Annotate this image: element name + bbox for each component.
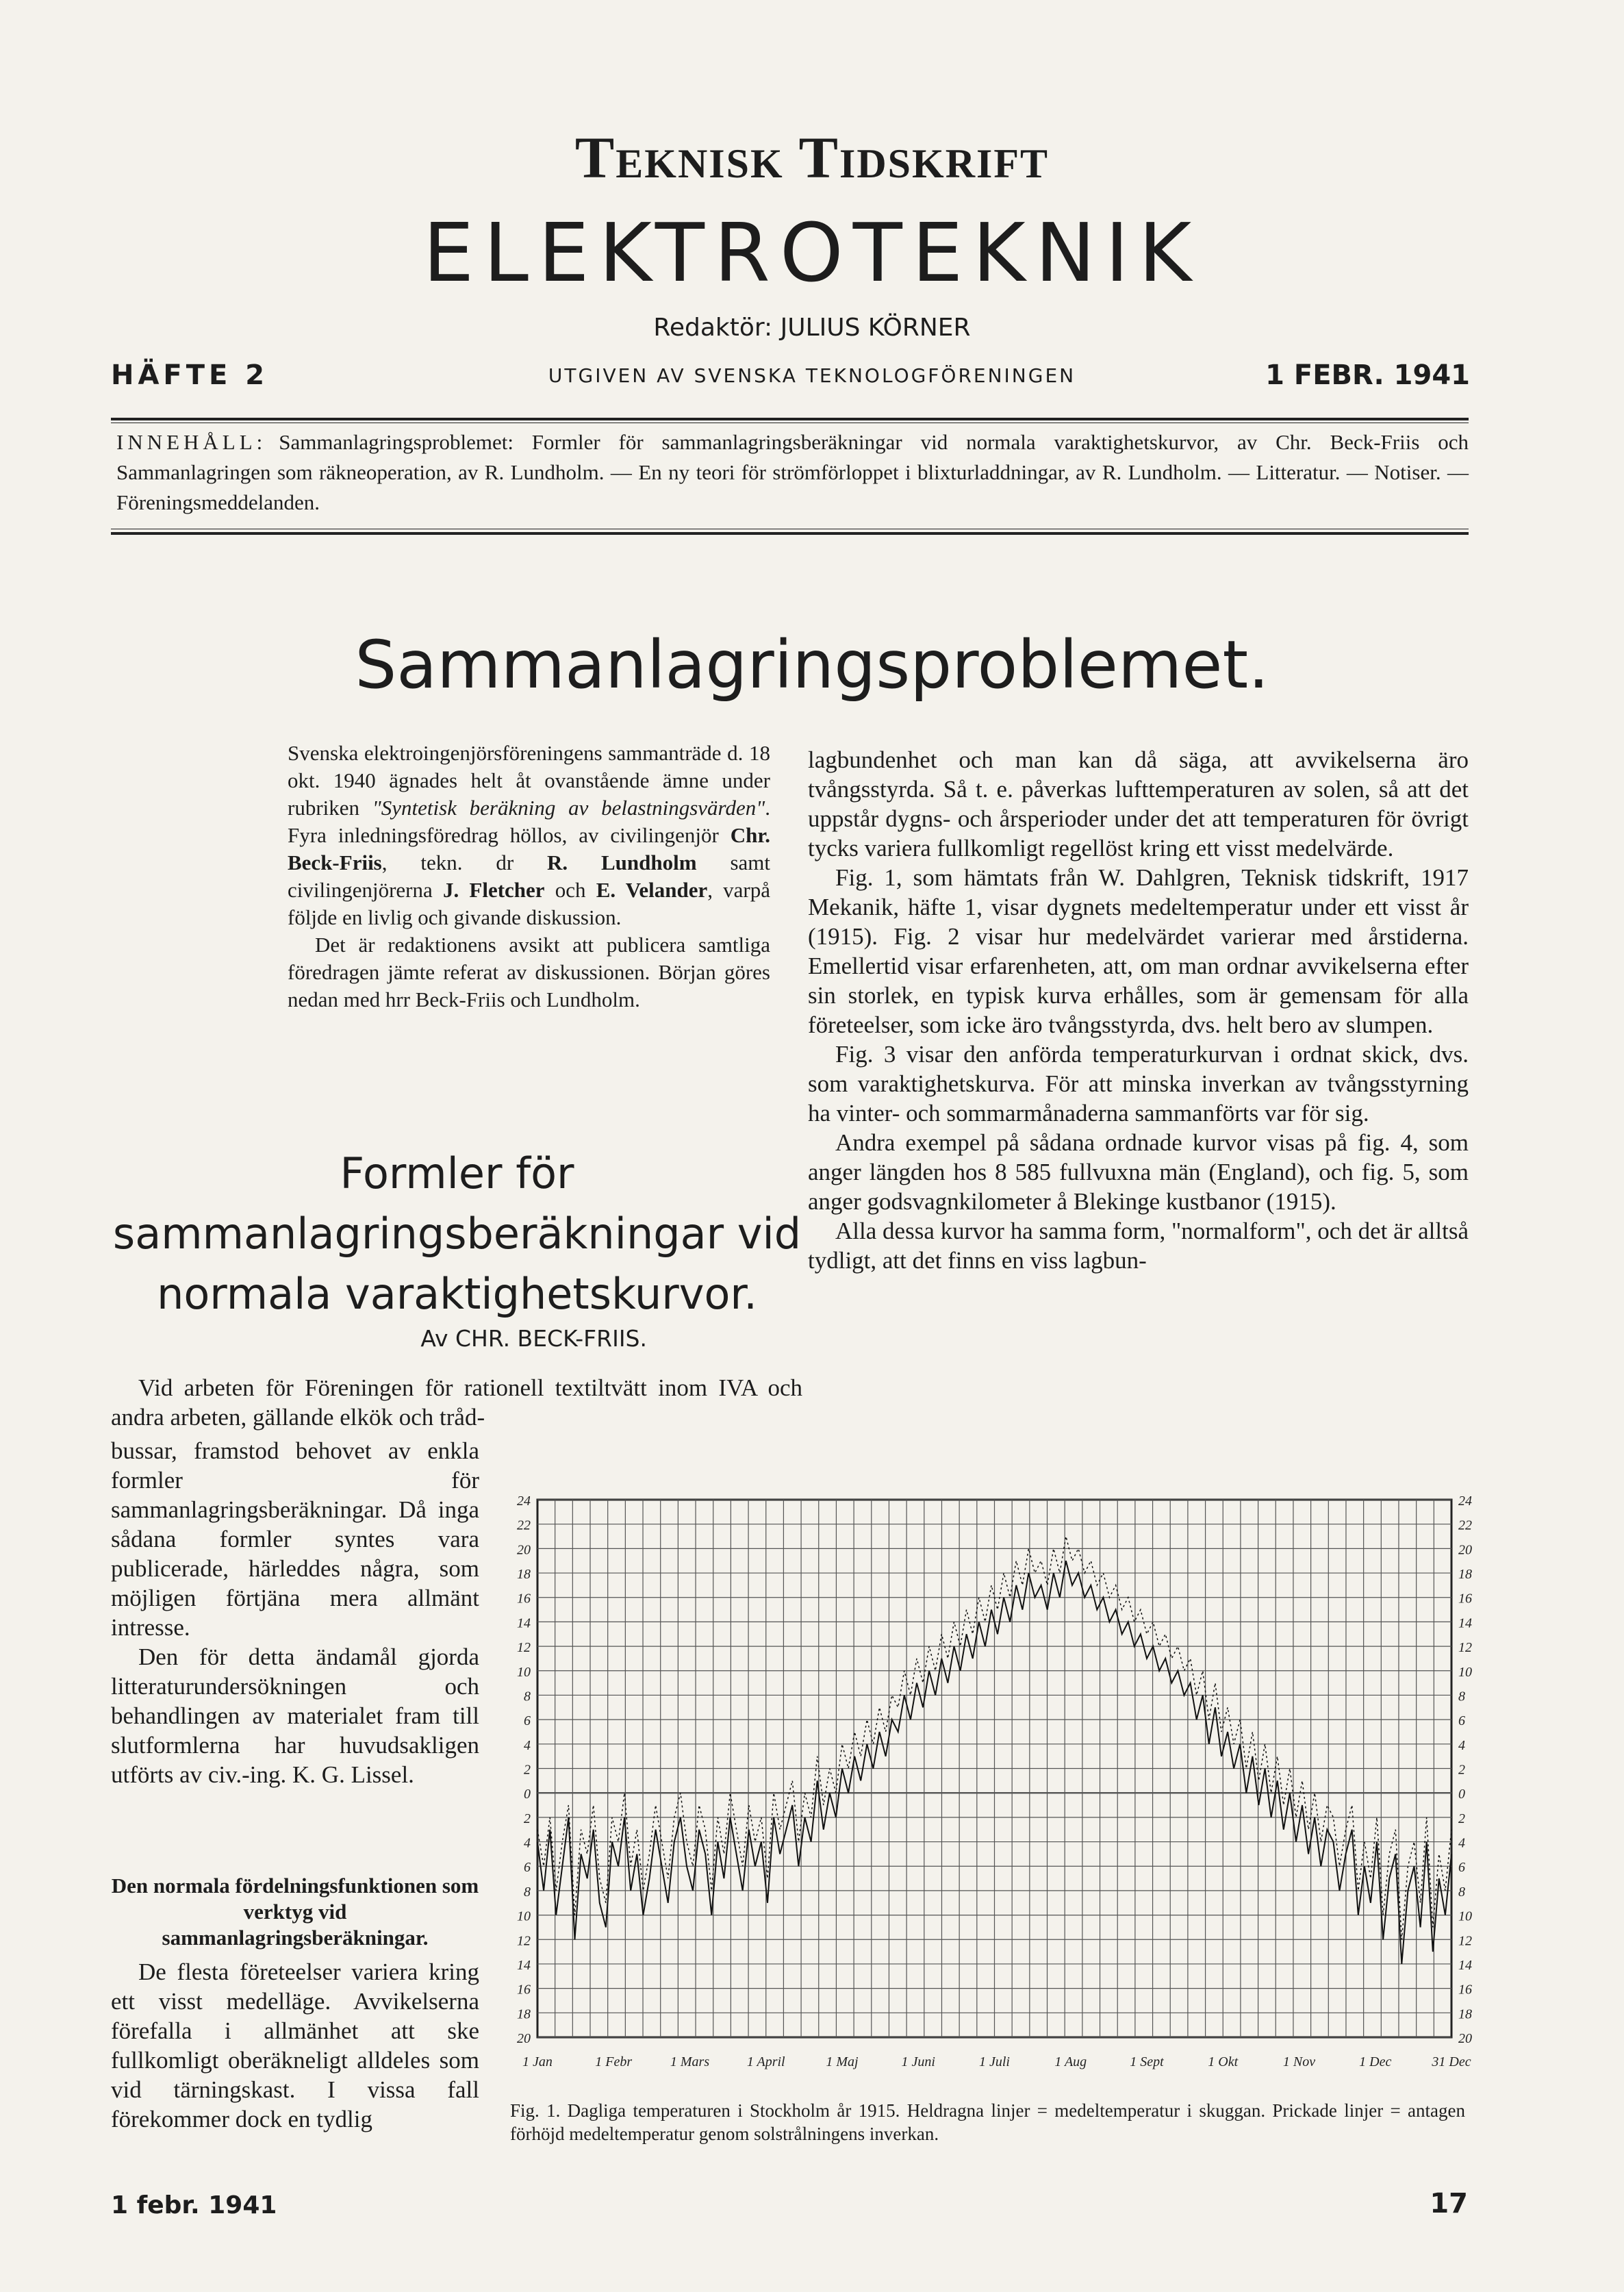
y-tick-label-right: 14 xyxy=(1458,1615,1472,1631)
x-tick-label: 1 Nov xyxy=(1282,2054,1316,2069)
y-tick-label-right: 20 xyxy=(1458,1542,1472,1558)
y-tick-label-right: 2 xyxy=(1458,1811,1465,1826)
y-tick-label-left: 10 xyxy=(517,1664,531,1680)
y-tick-label-right: 12 xyxy=(1458,1933,1472,1949)
y-tick-label-left: 12 xyxy=(517,1640,531,1656)
y-tick-label-right: 22 xyxy=(1458,1517,1472,1533)
x-tick-label: 1 Febr xyxy=(595,2054,633,2069)
x-tick-label: 1 Juli xyxy=(979,2054,1010,2069)
y-tick-label-right: 20 xyxy=(1458,2031,1472,2046)
y-tick-label-left: 12 xyxy=(517,1933,531,1949)
y-tick-label-left: 2 xyxy=(524,1811,531,1826)
y-tick-label-right: 2 xyxy=(1458,1762,1465,1778)
y-tick-label-left: 8 xyxy=(524,1689,531,1704)
footer-date: 1 febr. 1941 xyxy=(111,2191,277,2219)
x-tick-label: 1 Dec xyxy=(1359,2054,1392,2069)
y-tick-label-right: 24 xyxy=(1458,1494,1472,1509)
table-of-contents xyxy=(116,427,1469,518)
x-tick-label: 31 Dec xyxy=(1432,2054,1471,2069)
y-tick-label-left: 2 xyxy=(524,1762,531,1778)
intro-paragraph-2: Det är redaktionens avsikt att publicera samtliga föredragen jämte referat av diskussionen. Början göres nedan med hrr Beck-Friis och Lundholm. xyxy=(288,933,770,1011)
y-tick-label-right: 16 xyxy=(1458,1591,1472,1607)
top-rule xyxy=(111,418,1469,420)
toc-text: Sammanlagringsproblemet: Formler för sammanlagringsberäkningar vid normala varaktighetskurvor, av Chr. Beck-Friis och Sammanlagringen som räkneoperation, av R. Lundholm. — En ny teori för strömförloppet i blixturladdningar, av R. Lundholm. — Litteratur. — Notiser. — Föreningsmeddelanden. xyxy=(116,430,1469,514)
article-paragraph-2: Den för detta ändamål gjorda litteraturundersökningen och behandlingen av materialet fram till slutformlerna har huvudsakligen utförts av civ.-ing. K. G. Lissel. xyxy=(111,1644,479,1788)
intro-italic-title: "Syntetisk beräkning av belastningsvärden" xyxy=(372,796,765,820)
article-body-left-2 xyxy=(111,1957,479,2134)
x-tick-label: 1 April xyxy=(746,2054,785,2069)
section-title: ELEKTROTEKNIK xyxy=(422,205,1202,300)
issue-number: HÄFTE 2 xyxy=(111,360,269,391)
article-byline: Av CHR. BECK-FRIIS. xyxy=(420,1325,647,1352)
intro-name: Chr. Beck-Friis xyxy=(288,823,770,874)
article-paragraph-1-lead: Vid arbeten för Föreningen för rationell textiltvätt inom IVA och andra arbeten, gällande elkök och tråd- xyxy=(111,1374,802,1431)
figure-caption: Fig. 1. Dagliga temperaturen i Stockholm år 1915. Heldragna linjer = medeltemperatur i skuggan. Prickade linjer = antagen förhöjd medeltemperatur genom solstrålningens inverkan. xyxy=(510,2100,1465,2144)
article-body-left xyxy=(111,1436,479,1789)
y-tick-label-right: 6 xyxy=(1458,1713,1465,1729)
right-paragraph-2: Fig. 1, som hämtats från W. Dahlgren, Teknisk tidskrift, 1917 Mekanik, häfte 1, visar dygnets medeltemperatur under ett visst år (1915). Fig. 2 visar hur medelvärdet varierar med årstiderna. Emellertid visar erfarenheten, att, om man ordnar avvikelserna efter sin storlek, en typisk kurva erhålles, som är gemensam för alla företeelser, som icke äro tvångsstyrda, dvs. helt bero av slumpen. xyxy=(808,864,1469,1038)
y-tick-label-left: 16 xyxy=(517,1591,531,1607)
y-tick-label-right: 18 xyxy=(1458,2006,1472,2022)
y-tick-label-right: 4 xyxy=(1458,1737,1465,1753)
intro-note xyxy=(288,740,770,1013)
x-tick-label: 1 Aug xyxy=(1054,2054,1087,2069)
intro-name: E. Velander xyxy=(596,878,708,902)
bottom-rule xyxy=(111,532,1469,535)
journal-title: Teknisk Tidskrift xyxy=(574,125,1050,190)
y-tick-label-left: 8 xyxy=(524,1884,531,1900)
publisher-line: UTGIVEN AV SVENSKA TEKNOLOGFÖRENINGEN xyxy=(548,364,1076,387)
y-tick-label-left: 24 xyxy=(517,1494,531,1509)
y-tick-label-left: 6 xyxy=(524,1713,531,1729)
intro-paragraph-1: Svenska elektroingenjörsföreningens sammanträde d. 18 okt. 1940 ägnades helt åt ovanstående ämne under rubriken "Syntetisk beräkning av belastningsvärden". Fyra inledningsföredrag höllos, av civilingenjör Chr. Beck-Friis, tekn. dr R. Lundholm samt civilingenjörerna J. Fletcher och E. Velander, varpå följde en livlig och givande diskussion. xyxy=(288,741,771,929)
y-tick-label-right: 10 xyxy=(1458,1909,1472,1924)
editor-line: Redaktör: JULIUS KÖRNER xyxy=(653,314,971,342)
y-tick-label-right: 10 xyxy=(1458,1664,1472,1680)
temperature-chart xyxy=(496,1489,1496,2092)
x-tick-label: 1 Mars xyxy=(670,2054,710,2069)
y-tick-label-left: 14 xyxy=(517,1615,531,1631)
x-tick-label: 1 Sept xyxy=(1130,2054,1164,2069)
article-body-right xyxy=(808,745,1469,1275)
y-tick-label-right: 4 xyxy=(1458,1835,1465,1851)
y-tick-label-left: 16 xyxy=(517,1982,531,1998)
y-tick-label-right: 12 xyxy=(1458,1640,1472,1656)
x-tick-label: 1 Okt xyxy=(1208,2054,1239,2069)
issue-date: 1 FEBR. 1941 xyxy=(1265,360,1470,391)
y-tick-label-left: 22 xyxy=(517,1517,531,1533)
y-tick-label-left: 0 xyxy=(524,1787,531,1802)
y-tick-label-left: 10 xyxy=(517,1909,531,1924)
y-tick-label-left: 14 xyxy=(517,1957,531,1973)
y-tick-label-right: 16 xyxy=(1458,1982,1472,1998)
y-tick-label-right: 18 xyxy=(1458,1567,1472,1583)
intro-name: R. Lundholm xyxy=(547,851,697,874)
y-tick-label-left: 18 xyxy=(517,2006,531,2022)
y-tick-label-left: 4 xyxy=(524,1737,531,1753)
article-paragraph-3: De flesta företeelser variera kring ett visst medelläge. Avvikelserna förefalla i allmänhet att ske fullkomligt oberäkneligt alldeles som vid tärningskast. I vissa fall förekommer dock en tydlig xyxy=(111,1959,479,2132)
y-tick-label-left: 4 xyxy=(524,1835,531,1851)
y-tick-label-left: 20 xyxy=(517,2031,531,2046)
y-tick-label-left: 6 xyxy=(524,1860,531,1876)
y-tick-label-right: 8 xyxy=(1458,1689,1465,1704)
toc-label: INNEHÅLL: xyxy=(116,430,267,454)
right-paragraph-3: Fig. 3 visar den anförda temperaturkurvan i ordnat skick, dvs. som varaktighetskurva. För att minska inverkan av tvångsstyrning ha vinter- och sommarmånaderna sammanförts var för sig. xyxy=(808,1041,1469,1126)
section-heading: Den normala fördelningsfunktionen som verktyg vid sammanlagringsberäkningar. xyxy=(111,1874,479,1950)
right-paragraph-4: Andra exempel på sådana ordnade kurvor visas på fig. 4, som anger längden hos 8 585 fullvuxna män (England), och fig. 5, som anger godsvagnkilometer å Blekinge kustbanor (1915). xyxy=(808,1129,1469,1215)
right-paragraph-5: Alla dessa kurvor ha samma form, "normalform", och det är alltså tydligt, att det finns en viss lagbun- xyxy=(808,1218,1469,1274)
main-title: Sammanlagringsproblemet. xyxy=(355,627,1269,703)
figure-1 xyxy=(496,1489,1496,2092)
x-tick-label: 1 Juni xyxy=(901,2054,935,2069)
y-tick-label-right: 8 xyxy=(1458,1884,1465,1900)
y-tick-label-right: 14 xyxy=(1458,1957,1472,1973)
intro-name: J. Fletcher xyxy=(442,878,545,902)
y-tick-label-left: 18 xyxy=(517,1567,531,1583)
y-tick-label-right: 0 xyxy=(1458,1787,1465,1802)
x-tick-label: 1 Maj xyxy=(826,2054,859,2069)
x-tick-label: 1 Jan xyxy=(522,2054,553,2069)
y-tick-label-right: 6 xyxy=(1458,1860,1465,1876)
article-paragraph-1-rest: bussar, framstod behovet av enkla formler för sammanlagringsberäkningar. Då inga sådana formler syntes vara publicerade, härleddes några, som möjligen förtjäna mera allmänt intresse. xyxy=(111,1437,479,1641)
right-paragraph-1: lagbundenhet och man kan då säga, att avvikelserna äro tvångsstyrda. Så t. e. påverkas lufttemperaturen av solen, så att det uppstår dygns- och årsperioder under det att temperaturen för övrigt tycks variera fullkomligt regellöst kring ett visst medelvärde. xyxy=(808,746,1469,861)
y-tick-label-left: 20 xyxy=(517,1542,531,1558)
article-title: Formler för sammanlagringsberäkningar vid normala varaktighetskurvor. xyxy=(112,1148,802,1319)
page-number: 17 xyxy=(1430,2188,1468,2219)
